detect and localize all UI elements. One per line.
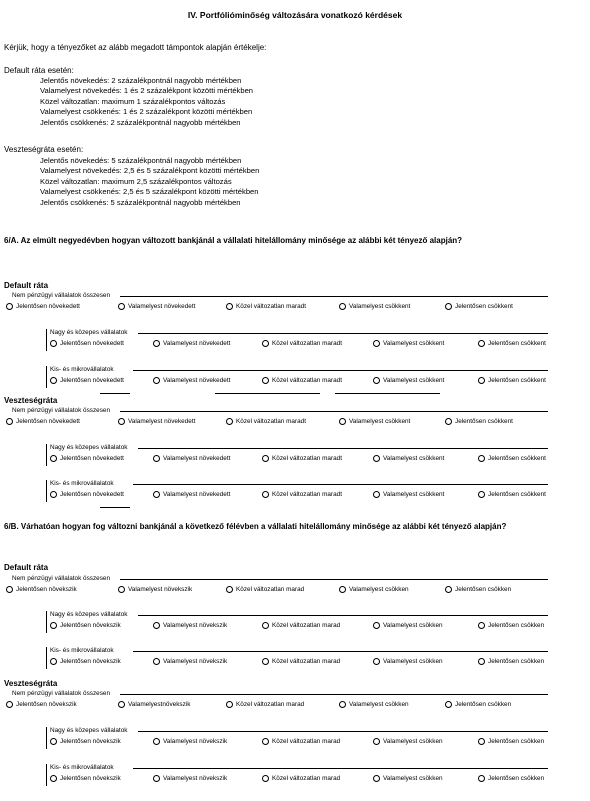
intro-text: Kérjük, hogy a tényezőket az alább megadott támpontok alapján értékelje: (4, 43, 267, 52)
radio-option-label: Jelentősen növekszik (16, 701, 77, 708)
radio-circle-icon[interactable] (6, 303, 13, 310)
radio-circle-icon[interactable] (153, 738, 160, 745)
radio-circle-icon[interactable] (445, 418, 452, 425)
radio-circle-icon[interactable] (118, 303, 125, 310)
radio-option[interactable] (50, 454, 124, 463)
radio-option[interactable] (445, 302, 513, 311)
radio-circle-icon[interactable] (445, 586, 452, 593)
radio-circle-icon[interactable] (478, 340, 485, 347)
radio-option[interactable] (118, 417, 195, 426)
radio-option-label: Valamelyest növekszik (163, 658, 228, 665)
radio-option[interactable] (373, 376, 444, 385)
radio-option[interactable] (262, 737, 340, 746)
scale-item: Közel változatlan: maximum 2,5 százalékpontos változás (40, 176, 232, 186)
radio-option-label: Közel változatlan maradt (236, 418, 306, 425)
radio-option[interactable] (226, 417, 306, 426)
radio-circle-icon[interactable] (478, 491, 485, 498)
group-label: Nagy és közepes vállalatok (50, 611, 128, 618)
radio-option-label: Jelentősen csökken (488, 775, 545, 782)
radio-circle-icon[interactable] (153, 455, 160, 462)
page-title: IV. Portfólióminőség változására vonatkozó kérdések (187, 10, 403, 20)
divider (100, 393, 130, 394)
group-border-left (46, 647, 47, 669)
radio-circle-icon[interactable] (153, 340, 160, 347)
radio-option-label: Valamelyest növekedett (163, 340, 231, 347)
radio-option[interactable] (262, 774, 340, 783)
group-border (133, 370, 548, 371)
radio-option[interactable] (478, 339, 546, 348)
radio-option-label: Közel változatlan marad (272, 622, 341, 629)
radio-option-label: Jelentősen csökkent (488, 491, 546, 498)
radio-option[interactable] (339, 585, 409, 594)
radio-option-label: Valamelyestnövekszik (128, 701, 191, 708)
radio-option[interactable] (445, 700, 511, 709)
group-label: Kis- és mikrovállalatok (50, 366, 114, 373)
radio-option[interactable] (153, 490, 230, 499)
radio-option-label: Jelentősen növekszik (16, 586, 77, 593)
radio-option[interactable] (445, 417, 513, 426)
group-border-left (46, 480, 47, 502)
radio-option-label: Jelentősen csökken (488, 658, 545, 665)
radio-option-label: Valamelyest csökken (383, 622, 443, 629)
radio-option[interactable] (6, 585, 77, 594)
group-border-left (46, 611, 47, 633)
radio-option[interactable] (373, 621, 443, 630)
group-label: Nem pénzügyi vállalatok összesen (12, 690, 111, 697)
radio-option-label: Jelentősen növekszik (60, 738, 121, 745)
radio-option[interactable] (478, 774, 544, 783)
radio-option[interactable] (262, 621, 340, 630)
radio-option[interactable] (226, 302, 306, 311)
group-border (120, 694, 548, 695)
radio-circle-icon[interactable] (373, 491, 380, 498)
radio-option-label: Valamelyest csökken (383, 658, 443, 665)
radio-option[interactable] (262, 490, 342, 499)
radio-option[interactable] (339, 417, 410, 426)
radio-option[interactable] (478, 737, 544, 746)
group-border (133, 484, 548, 485)
radio-option-label: Közel változatlan marad (272, 658, 341, 665)
radio-option[interactable] (262, 339, 342, 348)
radio-option[interactable] (6, 700, 77, 709)
group-label: Kis- és mikrovállalatok (50, 480, 114, 487)
radio-option-label: Közel változatlan maradt (272, 455, 342, 462)
group-border (138, 333, 548, 334)
radio-circle-icon[interactable] (118, 418, 125, 425)
radio-option-label: Valamelyest csökkent (349, 303, 411, 310)
radio-option-label: Közel változatlan marad (236, 586, 305, 593)
radio-option-label: Valamelyest növekedett (128, 303, 196, 310)
section-loss-6a: Veszteségráta (4, 396, 58, 405)
group-border-left (46, 366, 47, 388)
group-border-left (46, 444, 47, 466)
radio-circle-icon[interactable] (445, 701, 452, 708)
radio-circle-icon[interactable] (50, 377, 57, 384)
loss-scale-heading: Veszteségráta esetén: (4, 145, 84, 154)
section-default-6b: Default ráta (4, 563, 49, 572)
scale-item: Jelentős növekedés: 5 százalékpontnál nagyobb mértékben (40, 156, 242, 165)
radio-option[interactable] (226, 585, 304, 594)
radio-circle-icon[interactable] (6, 586, 13, 593)
radio-circle-icon[interactable] (262, 738, 269, 745)
radio-option-label: Jelentősen csökkent (455, 303, 513, 310)
group-border-left (46, 329, 47, 351)
radio-option[interactable] (6, 417, 80, 426)
radio-option-label: Jelentősen növekszik (60, 775, 121, 782)
radio-circle-icon[interactable] (373, 455, 380, 462)
group-border (120, 579, 548, 580)
radio-option-label: Jelentősen csökken (455, 701, 512, 708)
group-label: Nem pénzügyi vállalatok összesen (12, 575, 111, 582)
group-label: Nem pénzügyi vállalatok összesen (12, 407, 111, 414)
group-label: Nem pénzügyi vállalatok összesen (12, 292, 111, 299)
radio-option[interactable] (478, 490, 546, 499)
radio-circle-icon[interactable] (373, 622, 380, 629)
radio-option-label: Valamelyest csökkent (383, 377, 445, 384)
radio-circle-icon[interactable] (6, 701, 13, 708)
radio-circle-icon[interactable] (262, 455, 269, 462)
radio-option-label: Valamelyest növekszik (163, 622, 228, 629)
divider (335, 393, 440, 394)
radio-circle-icon[interactable] (478, 658, 485, 665)
radio-option[interactable] (153, 737, 227, 746)
radio-option[interactable] (445, 585, 511, 594)
radio-option[interactable] (373, 454, 444, 463)
radio-circle-icon[interactable] (262, 658, 269, 665)
radio-option[interactable] (262, 657, 340, 666)
radio-option-label: Valamelyest csökkent (349, 418, 411, 425)
radio-option-label: Jelentősen növekszik (60, 658, 121, 665)
radio-option-label: Jelentősen csökken (488, 622, 545, 629)
radio-circle-icon[interactable] (118, 586, 125, 593)
radio-option-label: Közel változatlan marad (272, 775, 341, 782)
radio-option[interactable] (118, 585, 192, 594)
radio-circle-icon[interactable] (478, 775, 485, 782)
radio-circle-icon[interactable] (50, 340, 57, 347)
radio-option-label: Valamelyest csökkent (383, 491, 445, 498)
radio-circle-icon[interactable] (118, 701, 125, 708)
scale-item: Jelentős csökkenés: 5 százalékpontnál nagyobb mértékben (40, 197, 241, 207)
radio-option-label: Valamelyest csökken (383, 738, 443, 745)
radio-option-label: Jelentősen növekszik (60, 622, 121, 629)
group-label: Nagy és közepes vállalatok (50, 329, 128, 336)
group-label: Nagy és közepes vállalatok (50, 727, 128, 734)
default-scale-heading: Default ráta esetén: (4, 66, 74, 75)
radio-circle-icon[interactable] (50, 738, 57, 745)
radio-circle-icon[interactable] (373, 377, 380, 384)
radio-option-label: Valamelyest növekszik (163, 775, 228, 782)
scale-item: Valamelyest csökkenés: 2,5 és 5 százalékpont közötti mértékben (40, 187, 259, 197)
radio-option[interactable] (50, 621, 121, 630)
radio-circle-icon[interactable] (50, 658, 57, 665)
radio-circle-icon[interactable] (153, 658, 160, 665)
radio-option[interactable] (262, 376, 342, 385)
radio-option[interactable] (50, 657, 121, 666)
default-scale-list (40, 76, 253, 128)
radio-circle-icon[interactable] (262, 377, 269, 384)
radio-circle-icon[interactable] (478, 377, 485, 384)
group-label: Kis- és mikrovállalatok (50, 764, 114, 771)
radio-option-label: Jelentősen növekedett (16, 303, 80, 310)
radio-option[interactable] (226, 700, 304, 709)
radio-circle-icon[interactable] (339, 701, 346, 708)
section-default-6a: Default ráta (4, 281, 49, 290)
radio-circle-icon[interactable] (153, 622, 160, 629)
radio-option[interactable] (153, 657, 227, 666)
radio-option[interactable] (6, 302, 80, 311)
group-border (133, 651, 548, 652)
radio-option-label: Jelentősen növekedett (16, 418, 80, 425)
radio-circle-icon[interactable] (226, 418, 233, 425)
scale-item: Valamelyest növekedés: 2,5 és 5 százalékpont közötti mértékben (40, 166, 260, 176)
radio-option-label: Közel változatlan marad (272, 738, 341, 745)
radio-option-label: Valamelyest növekedett (163, 455, 231, 462)
radio-circle-icon[interactable] (153, 775, 160, 782)
radio-circle-icon[interactable] (262, 491, 269, 498)
radio-option-label: Jelentősen növekedett (60, 455, 124, 462)
radio-option[interactable] (262, 454, 342, 463)
radio-option[interactable] (118, 302, 195, 311)
radio-option-label: Jelentősen csökkent (488, 377, 546, 384)
radio-option[interactable] (373, 490, 444, 499)
radio-circle-icon[interactable] (50, 622, 57, 629)
radio-option[interactable] (339, 700, 409, 709)
radio-option-label: Valamelyest csökkent (383, 455, 445, 462)
radio-circle-icon[interactable] (445, 303, 452, 310)
radio-option[interactable] (373, 737, 443, 746)
question-6a: 6/A. Az elmúlt negyedévben hogyan változott bankjánál a vállalati hitelállomány minősége az alábbi két tényező alapján? (4, 236, 463, 245)
radio-option[interactable] (153, 339, 230, 348)
radio-option[interactable] (478, 657, 544, 666)
radio-circle-icon[interactable] (262, 775, 269, 782)
group-border (120, 296, 548, 297)
radio-circle-icon[interactable] (339, 586, 346, 593)
radio-option[interactable] (50, 490, 124, 499)
radio-option-label: Jelentősen csökken (455, 586, 512, 593)
radio-circle-icon[interactable] (478, 738, 485, 745)
scale-item: Jelentős növekedés: 2 százalékpontnál nagyobb mértékben (40, 76, 242, 85)
radio-option[interactable] (373, 657, 443, 666)
group-border-left (46, 727, 47, 749)
radio-option-label: Közel változatlan marad (236, 701, 305, 708)
radio-option-label: Valamelyest növekedett (163, 491, 231, 498)
radio-option-label: Valamelyest növekedett (163, 377, 231, 384)
radio-circle-icon[interactable] (50, 775, 57, 782)
radio-option-label: Valamelyest csökkent (383, 340, 445, 347)
group-border (138, 731, 548, 732)
group-border (120, 411, 548, 412)
radio-circle-icon[interactable] (226, 586, 233, 593)
radio-option[interactable] (478, 454, 546, 463)
radio-circle-icon[interactable] (153, 491, 160, 498)
radio-option-label: Jelentősen csökkent (488, 340, 546, 347)
scale-item: Valamelyest csökkenés: 1 és 2 százalékpont közötti mértékben (40, 107, 253, 117)
radio-option-label: Jelentősen növekedett (60, 377, 124, 384)
radio-option[interactable] (373, 339, 444, 348)
radio-circle-icon[interactable] (50, 491, 57, 498)
radio-option-label: Valamelyest növekedett (128, 418, 196, 425)
radio-option-label: Közel változatlan maradt (272, 340, 342, 347)
radio-circle-icon[interactable] (478, 455, 485, 462)
scale-item: Valamelyest növekedés: 1 és 2 százalékpont közötti mértékben (40, 86, 254, 96)
radio-circle-icon[interactable] (226, 701, 233, 708)
radio-circle-icon[interactable] (226, 303, 233, 310)
radio-option[interactable] (50, 376, 124, 385)
divider (215, 393, 320, 394)
radio-option-label: Jelentősen csökkent (488, 455, 546, 462)
radio-option-label: Valamelyest csökken (383, 775, 443, 782)
loss-scale-list (40, 156, 259, 208)
radio-option-label: Közel változatlan maradt (236, 303, 306, 310)
radio-option[interactable] (478, 621, 544, 630)
radio-option-label: Valamelyest növekszik (128, 586, 193, 593)
radio-option[interactable] (50, 774, 121, 783)
radio-option-label: Jelentősen csökkent (455, 418, 513, 425)
scale-item: Jelentős csökkenés: 2 százalékpontnál nagyobb mértékben (40, 117, 241, 127)
radio-circle-icon[interactable] (6, 418, 13, 425)
group-border-left (46, 764, 47, 786)
radio-option-label: Jelentősen csökken (488, 738, 545, 745)
radio-option-label: Közel változatlan maradt (272, 491, 342, 498)
radio-option[interactable] (153, 454, 230, 463)
group-label: Kis- és mikrovállalatok (50, 647, 114, 654)
group-border (133, 768, 548, 769)
group-border (138, 615, 548, 616)
radio-option-label: Jelentősen növekedett (60, 491, 124, 498)
radio-circle-icon[interactable] (373, 658, 380, 665)
radio-option[interactable] (153, 774, 227, 783)
radio-circle-icon[interactable] (262, 622, 269, 629)
radio-option-label: Valamelyest csökken (349, 586, 409, 593)
radio-option-label: Közel változatlan maradt (272, 377, 342, 384)
radio-circle-icon[interactable] (262, 340, 269, 347)
radio-circle-icon[interactable] (339, 418, 346, 425)
radio-circle-icon[interactable] (339, 303, 346, 310)
radio-option[interactable] (118, 700, 190, 709)
radio-option[interactable] (373, 774, 443, 783)
radio-option-label: Valamelyest csökken (349, 701, 409, 708)
question-6b: 6/B. Várhatóan hogyan fog változni bankjánál a következő félévben a vállalati hitelállomány minősége az alábbi két tényező alapján? (4, 522, 507, 531)
radio-option-label: Jelentősen növekedett (60, 340, 124, 347)
radio-circle-icon[interactable] (153, 377, 160, 384)
radio-option[interactable] (339, 302, 410, 311)
radio-option[interactable] (478, 376, 546, 385)
radio-circle-icon[interactable] (373, 775, 380, 782)
radio-circle-icon[interactable] (373, 340, 380, 347)
section-loss-6b: Veszteségráta (4, 679, 58, 688)
scale-item: Közel változatlan: maximum 1 százalékpontos változás (40, 96, 226, 106)
radio-option-label: Valamelyest növekszik (163, 738, 228, 745)
group-label: Nagy és közepes vállalatok (50, 444, 128, 451)
radio-option[interactable] (153, 621, 227, 630)
divider (100, 507, 130, 508)
radio-option[interactable] (153, 376, 230, 385)
radio-option[interactable] (50, 737, 121, 746)
group-border (138, 448, 548, 449)
radio-circle-icon[interactable] (373, 738, 380, 745)
radio-option[interactable] (50, 339, 124, 348)
radio-circle-icon[interactable] (478, 622, 485, 629)
radio-circle-icon[interactable] (50, 455, 57, 462)
